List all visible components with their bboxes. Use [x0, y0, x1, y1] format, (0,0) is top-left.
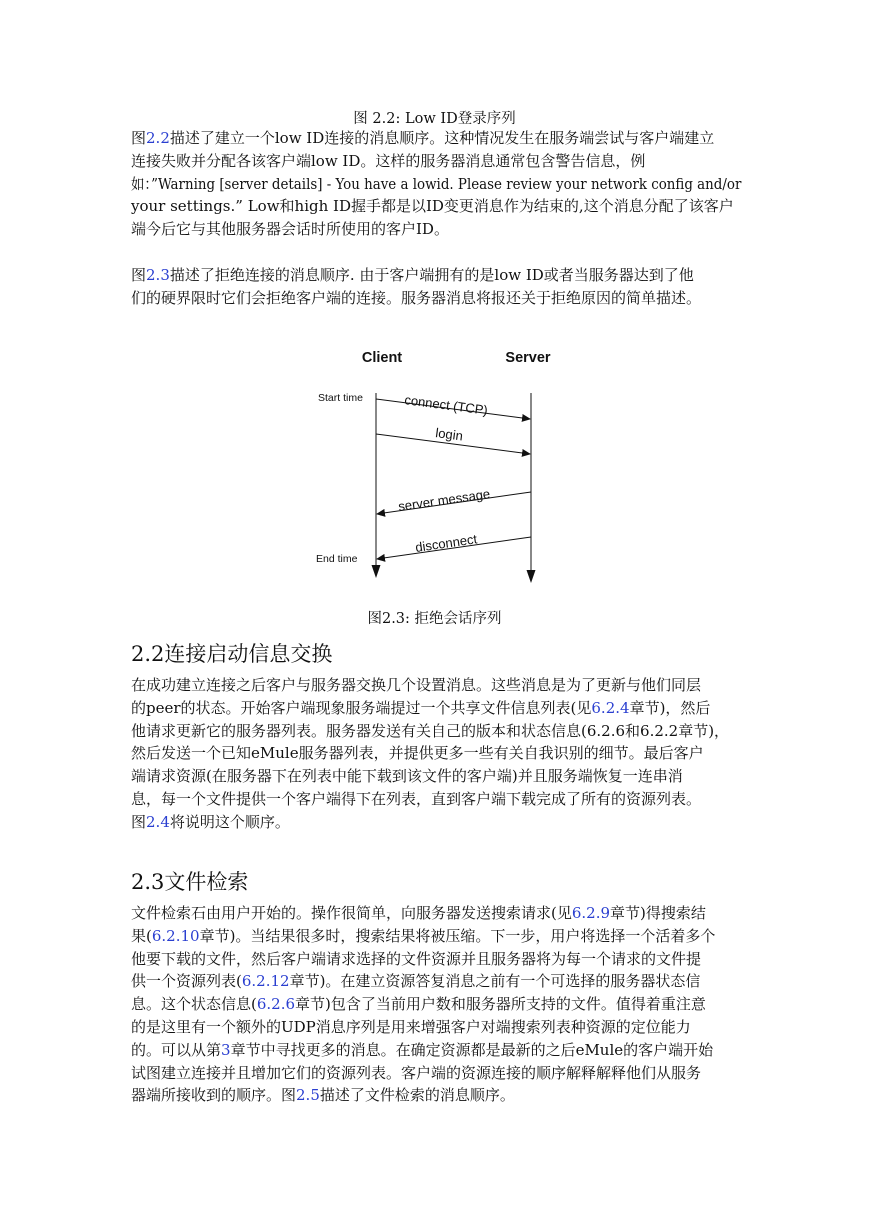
- text-line: [131, 993, 741, 1016]
- text-run: 们的硬界限时它们会拒绝客户端的连接。服务器消息将报还关于拒绝原因的简单描述。: [131, 288, 702, 307]
- paragraph-connection-startup: [131, 674, 741, 834]
- text-run: 端请求资源(在服务器下在列表中能下载到该文件的客户端)并且服务端恢复一连串消: [131, 767, 683, 786]
- text-run: 的。可以从第: [131, 1040, 222, 1059]
- text-run: 图: [131, 812, 147, 831]
- text-run: 然后发送一个已知eMule服务器列表，并提供更多一些有关自我识别的细节。最后客户: [131, 744, 704, 763]
- cross-reference-link[interactable]: 2.5: [296, 1086, 320, 1105]
- paragraph-low-id: [131, 127, 741, 241]
- text-run: 试图建立连接并且增加它们的资源列表。客户端的资源连接的顺序解释解释他们从服务: [131, 1063, 702, 1082]
- text-run: 章节)。在建立资源答复消息之前有一个可选择的服务器状态信: [289, 972, 701, 991]
- text-run: 描述了建立一个low ID连接的消息顺序。这种情况发生在服务端尝试与客户端建立: [169, 129, 715, 147]
- cross-reference-link[interactable]: 2.3: [146, 266, 170, 284]
- text-run: 息。这个状态信息(: [131, 995, 257, 1014]
- text-run: 果(: [131, 926, 152, 945]
- text-run: 的peer的状态。开始客户端现象服务端提过一个共享文件信息列表(见: [131, 698, 592, 717]
- cross-reference-link[interactable]: 3: [221, 1040, 231, 1059]
- text-run: 的是这里有一个额外的UDP消息序列是用来增强客户对端搜索列表种资源的定位能力: [131, 1017, 691, 1036]
- text-line: [131, 742, 741, 765]
- text-run: 章节)得搜索结: [610, 904, 706, 922]
- server-timeline-arrowhead: [527, 570, 536, 583]
- text-line: [131, 811, 741, 834]
- end-time-label: End time: [316, 553, 358, 565]
- start-time-label: Start time: [318, 392, 363, 404]
- figure-2-2-caption: 图 2.2: Low ID登录序列: [353, 111, 516, 127]
- section-heading-2-3: 2.3文件检索: [131, 870, 249, 894]
- text-run: 连接失败并分配各该客户端low ID。这样的服务器消息通常包含警告信息，例: [131, 151, 646, 170]
- cross-reference-link[interactable]: 6.2.4: [591, 698, 630, 717]
- text-line: [131, 218, 741, 241]
- text-line: [131, 173, 742, 196]
- client-label: Client: [361, 350, 403, 366]
- cross-reference-link[interactable]: 2.4: [146, 812, 170, 831]
- text-run: 文件检索石由用户开始的。操作很简单，向服务器发送搜索请求(见: [131, 904, 572, 922]
- text-line: [131, 970, 741, 993]
- cross-reference-link[interactable]: 2.2: [146, 129, 170, 147]
- paragraph-file-search: [131, 902, 741, 1107]
- server-message-label: server message: [397, 486, 491, 514]
- text-line: [131, 902, 741, 925]
- cross-reference-link[interactable]: 6.2.6: [256, 995, 296, 1014]
- text-line: [131, 1039, 741, 1062]
- text-run: 章节中寻找更多的消息。在确定资源都是最新的之后eMule的客户端开始: [230, 1040, 714, 1059]
- text-run: 章节)，然后: [629, 698, 711, 717]
- figure-2-3-caption: 图2.3: 拒绝会话序列: [367, 611, 502, 627]
- text-line: [131, 788, 741, 811]
- text-run: 他要下载的文件，然后客户端请求选择的文件资源并且服务器将为每一个请求的文件提: [131, 949, 702, 968]
- cross-reference-link[interactable]: 6.2.12: [241, 972, 290, 991]
- text-run: 将说明这个顺序。: [169, 812, 290, 831]
- text-run: 供一个资源列表(: [131, 972, 242, 991]
- text-run: 图: [131, 129, 147, 147]
- client-timeline-arrowhead: [372, 565, 381, 578]
- text-run: 描述了文件检索的消息顺序。: [319, 1086, 515, 1105]
- text-run: 章节)。当结果很多时，搜索结果将被压缩。下一步，用户将选择一个活着多个: [199, 926, 716, 945]
- text-run: 描述了拒绝连接的消息顺序. 由于客户端拥有的是low ID或者当服务器达到了他: [169, 266, 694, 284]
- text-line: [131, 264, 741, 287]
- connect-label: connect (TCP): [403, 392, 489, 418]
- text-run: 他请求更新它的服务器列表。服务器发送有关自己的版本和状态信息(6.2.6和6.2.2章节)，: [131, 721, 730, 740]
- text-run: 如：”Warning [server details] - You have a lowid. Please review your network config and/or: [131, 174, 742, 193]
- text-run: 在成功建立连接之后客户与服务器交换几个设置消息。这些消息是为了更新与他们同层: [131, 676, 702, 694]
- section-heading-2-2: 2.2连接启动信息交换: [131, 642, 333, 666]
- cross-reference-link[interactable]: 6.2.10: [151, 926, 200, 945]
- text-run: 章节)包含了当前用户数和服务器所支持的文件。值得着重注意: [295, 995, 706, 1014]
- text-run: your settings.” Low和high ID握手都是以ID变更消息作为结束的,这个消息分配了该客户: [131, 197, 734, 216]
- text-run: 息，每一个文件提供一个客户端得下在列表，直到客户端下载完成了所有的资源列表。: [131, 789, 702, 808]
- text-line: [131, 1084, 741, 1107]
- reject-sequence-diagram: [305, 340, 565, 590]
- text-line: [131, 1016, 741, 1039]
- text-line: [131, 697, 741, 720]
- server-label: Server: [505, 350, 551, 366]
- login-label: login: [434, 425, 464, 444]
- text-run: 端今后它与其他服务器会话时所使用的客户ID。: [131, 220, 449, 239]
- cross-reference-link[interactable]: 6.2.9: [571, 904, 611, 922]
- text-line: [131, 948, 741, 971]
- text-line: [131, 720, 741, 743]
- text-line: [131, 287, 741, 310]
- paragraph-reject: [131, 264, 741, 310]
- disconnect-label: disconnect: [414, 531, 478, 555]
- text-run: 图: [131, 266, 147, 284]
- text-run: 器端所接收到的顺序。图: [131, 1086, 297, 1105]
- text-line: [131, 127, 741, 150]
- text-line: [131, 925, 741, 948]
- text-line: [131, 1062, 741, 1085]
- text-line: [131, 674, 741, 697]
- text-line: [131, 765, 741, 788]
- text-line: [131, 150, 741, 173]
- text-line: [131, 195, 741, 218]
